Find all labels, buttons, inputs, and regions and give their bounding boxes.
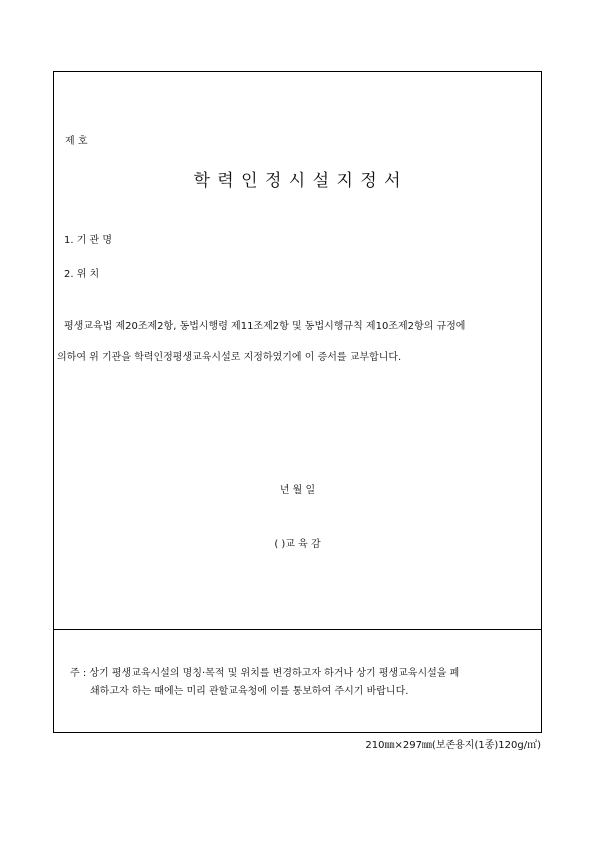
certificate-form bbox=[53, 71, 542, 733]
institution-name-field: 1. 기 관 명 bbox=[64, 235, 113, 246]
document-number-label: 제 호 bbox=[65, 136, 88, 147]
paper-size-spec: 210㎜×297㎜(보존용지(1종)120g/㎡) bbox=[365, 740, 541, 751]
body-text-line-2: 의하여 위 기관을 학력인정평생교육시설로 지정하였기에 이 증서를 교부합니다. bbox=[57, 352, 402, 363]
body-text-line-1: 평생교육법 제20조제2항, 동법시행령 제11조제2항 및 동법시행규칙 제10조제2항의 규정에 bbox=[64, 321, 466, 332]
note-line-1: 주 : 상기 평생교육시설의 명칭·목적 및 위치를 변경하고자 하거나 상기 평생교육시설을 폐 bbox=[70, 668, 460, 679]
document-title: 학 력 인 정 시 설 지 정 서 bbox=[193, 171, 402, 191]
superintendent-signature-line: ( )교 육 감 bbox=[274, 539, 321, 550]
location-field: 2. 위 치 bbox=[64, 269, 100, 280]
date-line: 년 월 일 bbox=[279, 485, 316, 496]
note-divider bbox=[54, 629, 541, 630]
note-line-2: 쇄하고자 하는 때에는 미리 관할교육청에 이를 통보하여 주시기 바랍니다. bbox=[90, 686, 409, 697]
